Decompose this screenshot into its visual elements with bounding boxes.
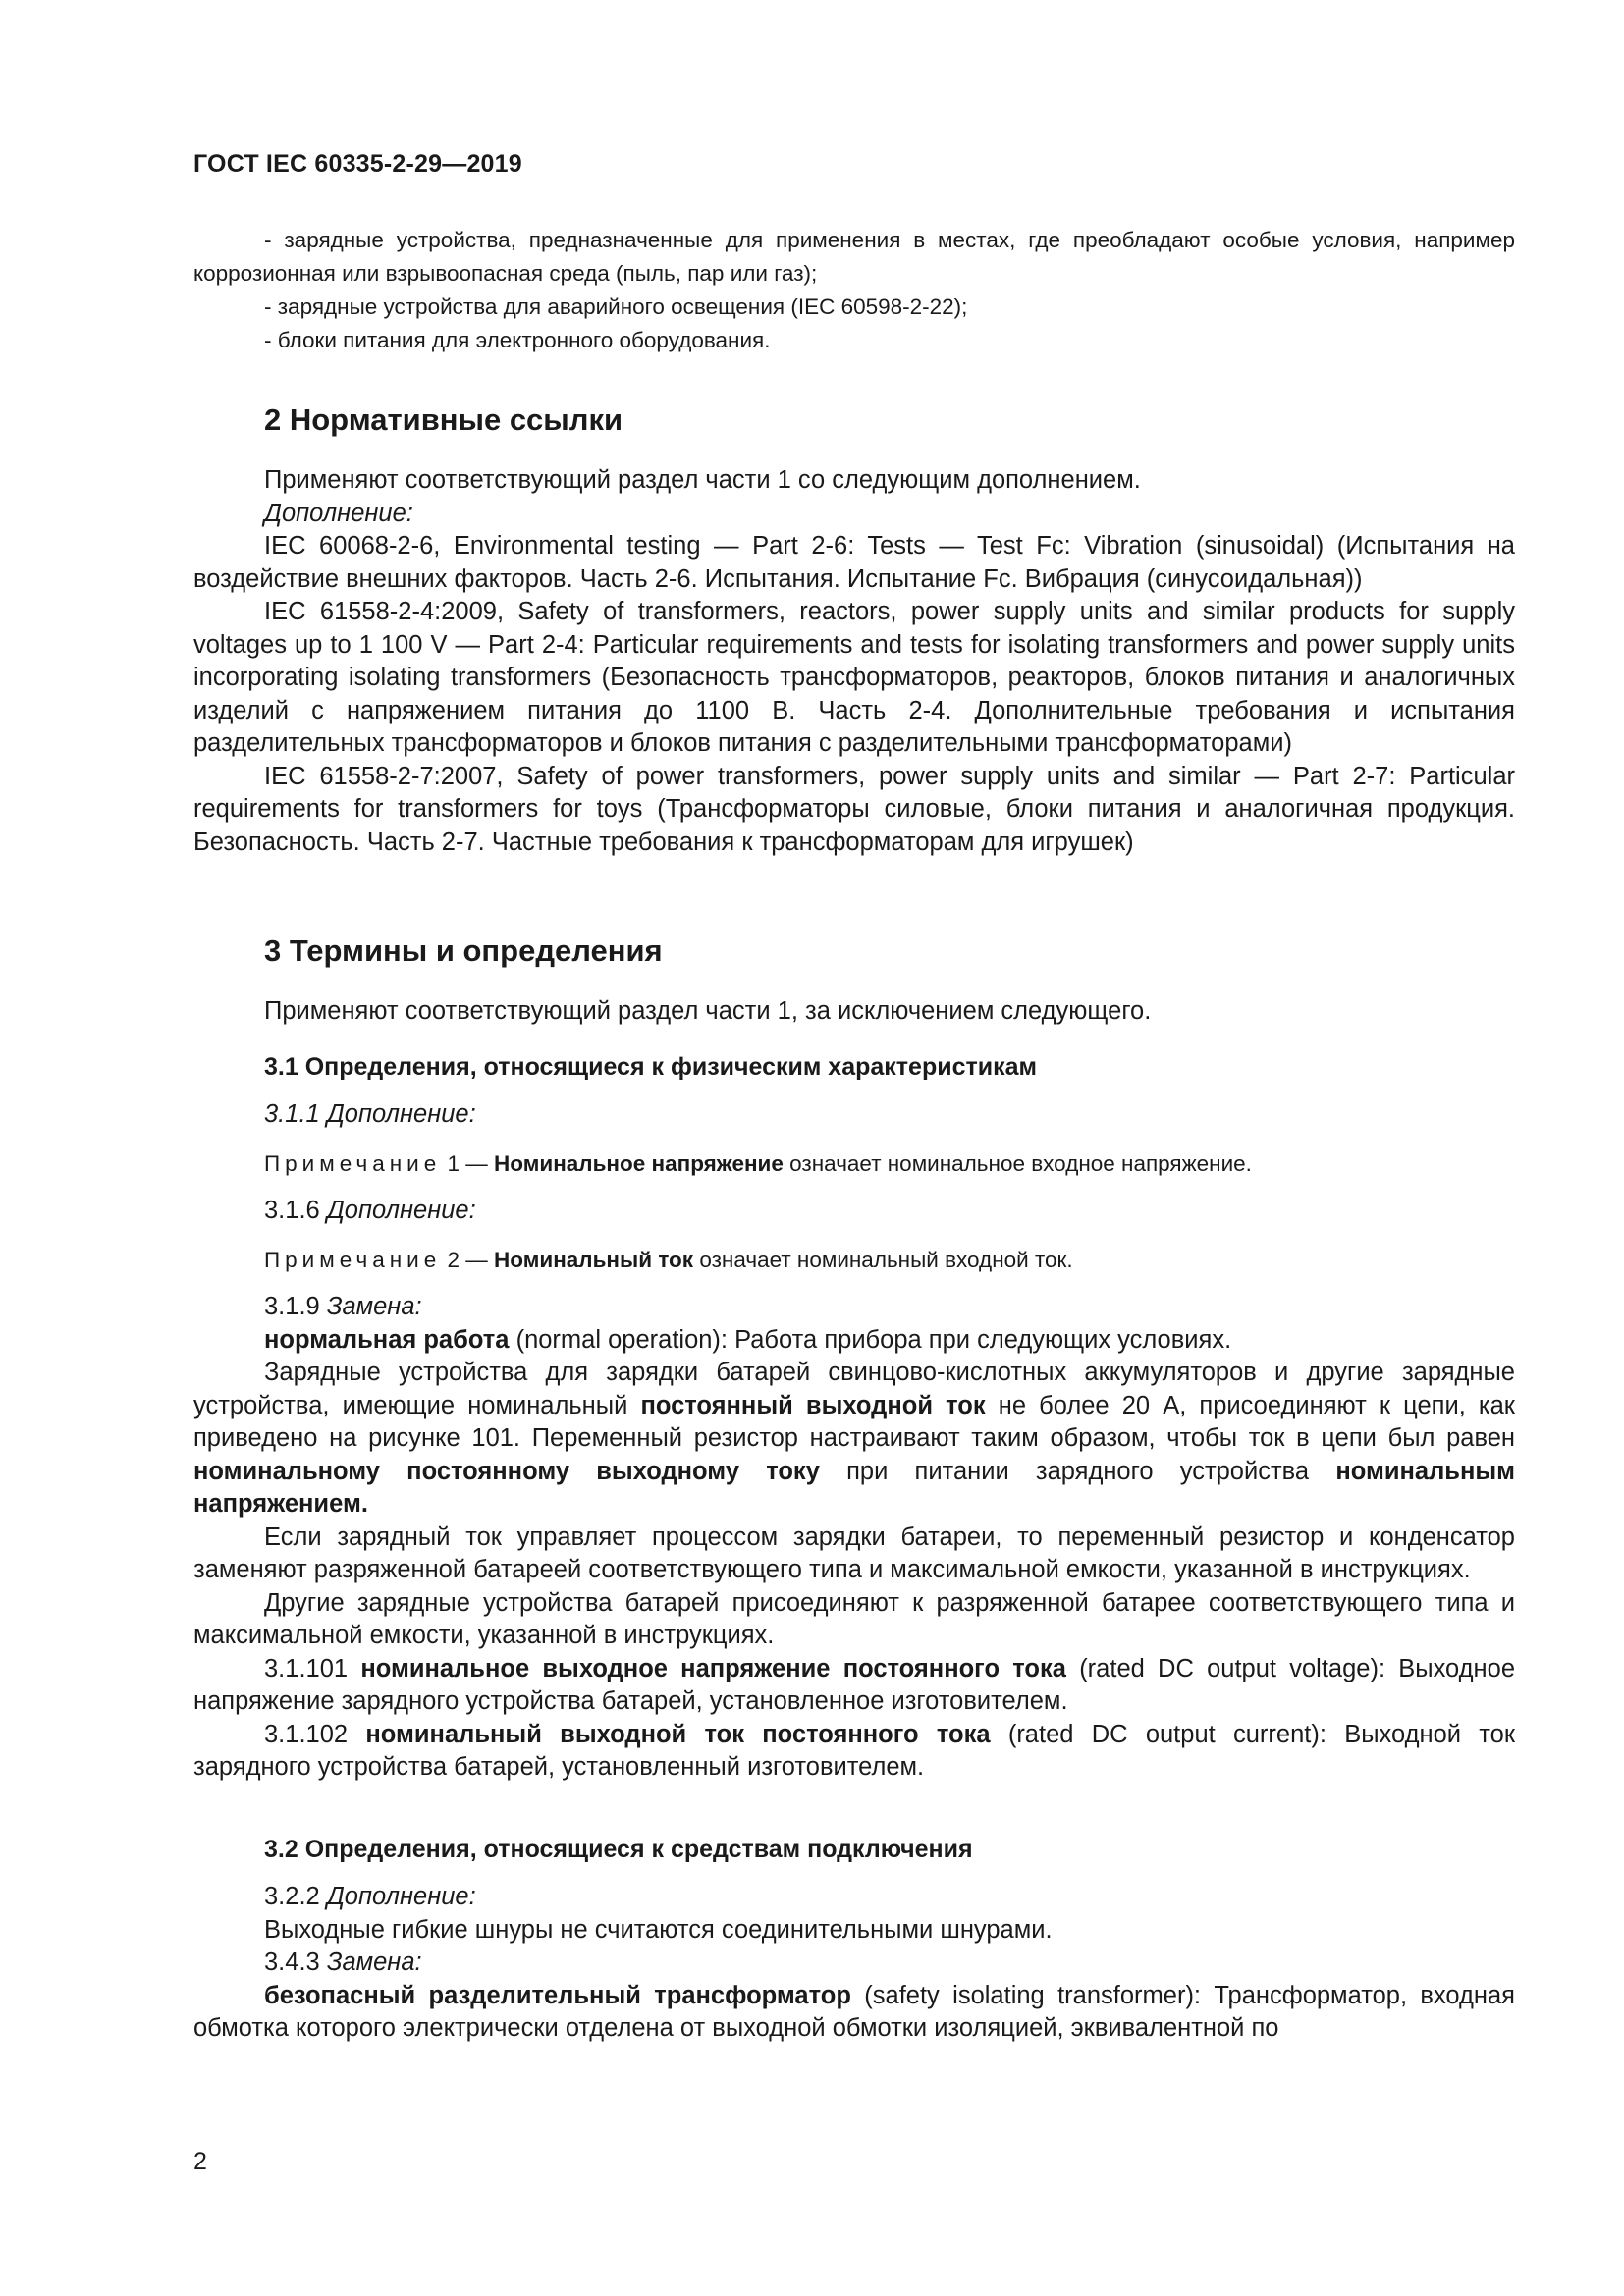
clause-number: 3.1.102 [264,1720,349,1748]
addition-label: Дополнение: [264,499,413,527]
reference-item: IEC 61558-2-7:2007, Safety of power transformers, power supply units and similar — Part 2-7: Particular requirements for transformers for toys (Трансформаторы силовые, блоки питания и аналогичная продукция. Безопасность. Часть 2-7. Частные требования к трансформаторам для игрушек) [193,762,1515,856]
note-text: означает номинальный входной ток. [699,1248,1073,1272]
note-1 [193,1151,1515,1177]
definition [193,1653,1515,1719]
bold-term: номинальным напряжением. [193,1457,1515,1518]
section-3-heading [193,934,1515,969]
definition-term: нормальная работа [264,1325,510,1354]
clause-number: 3.1.1 [264,1100,320,1128]
text-run: не более 20 А, присоединяют к цепи, как приведено на рисунке 101. Переменный резистор настраивают таким образом, чтобы ток в цепи был равен [193,1391,1515,1452]
list-item: - зарядные устройства для аварийного освещения (IEC 60598-2-22); [264,294,968,319]
clause-number: 3.2.2 [264,1883,320,1910]
clause-number: 3.4.3 [264,1949,320,1976]
paragraph: Применяют соответствующий раздел части 1 со следующим дополнением. [264,466,1141,494]
clause-label: Замена: [326,1949,422,1976]
note-term: Номинальное напряжение [494,1151,784,1176]
page-number: 2 [193,2148,207,2175]
clause-3-1-6 [193,1195,1515,1228]
clause-3-1-9 [193,1291,1515,1785]
definition-term: номинальный выходной ток постоянного тока [365,1720,991,1748]
definition [193,1719,1515,1785]
clause-label: Дополнение: [326,1883,476,1910]
note-label: Примечание [264,1151,442,1176]
clause-label: Дополнение: [326,1100,476,1128]
definition-text: (normal operation): Работа прибора при следующих условиях. [515,1325,1232,1354]
clause-3-2-2 [193,1881,1515,2046]
definition-text: (rated DC output current): Выходной ток зарядного устройства батарей, установленный изготовителем. [193,1720,1516,1781]
section-3-intro [193,995,1515,1029]
section-2-heading [193,402,1515,438]
clause-label: Дополнение: [326,1197,476,1224]
note-number: 2 — [447,1248,488,1272]
paragraph: Если зарядный ток управляет процессом зарядки батареи, то переменный резистор и конденсатор заменяют разряженной батареей соответствующего типа и максимальной емкости, указанной в инструкциях. [193,1522,1515,1583]
note-text: означает номинальное входное напряжение. [789,1151,1252,1176]
subsection-3-1-heading [193,1053,1515,1082]
subsection-3-2-heading [193,1836,1515,1864]
paragraph: Другие зарядные устройства батарей присоединяют к разряженной батарее соответствующего типа и максимальной емкости, указанной в инструкциях. [193,1588,1515,1649]
section-heading: 2 Нормативные ссылки [264,402,623,437]
paragraph: Применяют соответствующий раздел части 1, за исключением следующего. [264,997,1152,1025]
reference-item: IEC 61558-2-4:2009, Safety of transformers, reactors, power supply units and similar products for supply voltages up to 1 100 V — Part 2-4: Particular requirements and tests for isolating transformers and power supply units incorporating isolating transformers (Безопасность трансформаторов, реакторов, блоков питания и аналогичных изделий с напряжением питания до 1100 В. Часть 2-4. Дополнительные требования и испытания разделительных трансформаторов и блоков питания с разделительными трансформаторами) [193,598,1515,757]
definition-term: номинальное выходное напряжение постоянного тока [360,1654,1066,1682]
definition-text: (safety isolating transformer): Трансформатор, входная обмотка которого электрически отделена от выходной обмотки изоляцией, эквивалентной по [193,1981,1515,2042]
document-header: ГОСТ IEC 60335-2-29—2019 [193,150,522,178]
section-heading: 3 Термины и определения [264,934,663,968]
clause-number: 3.1.9 [264,1293,320,1320]
subsection-heading: 3.2 Определения, относящиеся к средствам подключения [264,1836,973,1863]
list-item: - блоки питания для электронного оборудования. [264,328,771,352]
bold-term: постоянный выходной ток [640,1391,986,1419]
intro-list [193,224,1515,357]
definition [193,1324,1515,1358]
list-item: - зарядные устройства, предназначенные для применения в местах, где преобладают особые условия, например коррозионная или взрывоопасная среда (пыль, пар или газ); [193,228,1515,286]
note-number: 1 — [447,1151,488,1176]
text-run: при питании зарядного устройства [846,1457,1310,1485]
definition-text: (rated DC output voltage): Выходное напряжение зарядного устройства батарей, установленное изготовителем. [193,1654,1515,1715]
clause-3-1-1 [193,1098,1515,1132]
definition [193,1980,1515,2046]
clause-number: 3.1.101 [264,1654,349,1682]
reference-item: IEC 60068-2-6, Environmental testing — Part 2-6: Tests — Test Fc: Vibration (sinusoidal) (Испытания на воздействие внешних факторов. Часть 2-6. Испытания. Испытание Fc. Вибрация (синусоидальная)) [193,532,1515,593]
clause-label: Замена: [326,1293,422,1320]
note-term: Номинальный ток [494,1248,694,1272]
note-label: Примечание [264,1248,442,1272]
subsection-heading: 3.1 Определения, относящиеся к физическим характеристикам [264,1053,1038,1081]
note-2 [193,1248,1515,1273]
clause-number: 3.1.6 [264,1197,320,1224]
definition-term: безопасный разделительный трансформатор [264,1981,851,2009]
paragraph [193,1357,1515,1522]
section-2-body [193,464,1515,859]
paragraph: Выходные гибкие шнуры не считаются соединительными шнурами. [264,1915,1053,1944]
text-run: Зарядные устройства для зарядки батарей свинцово-кислотных аккумуляторов и другие зарядные устройства, имеющие номинальный [193,1359,1515,1419]
bold-term: номинальному постоянному выходному току [193,1457,820,1485]
